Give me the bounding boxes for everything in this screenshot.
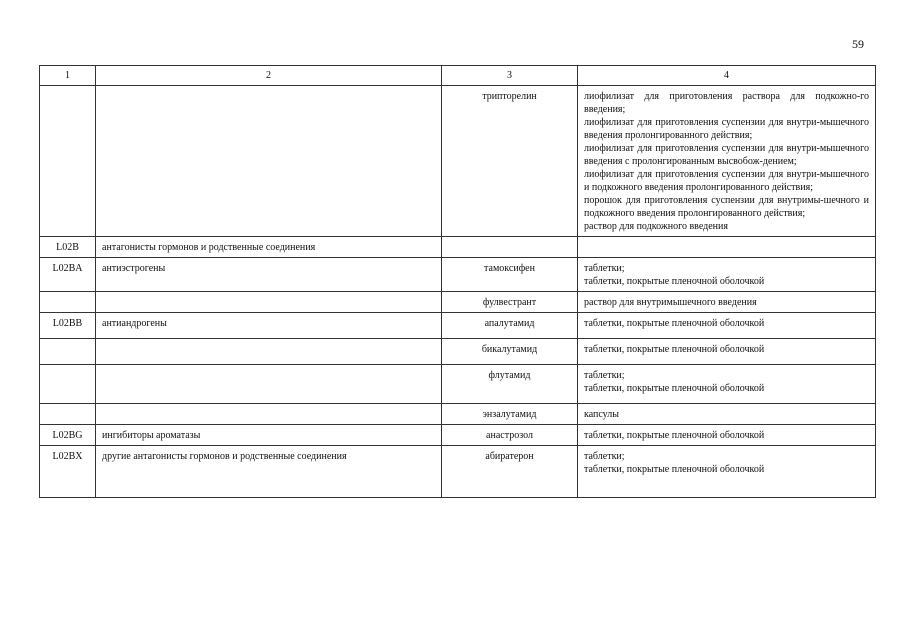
group-cell — [96, 339, 442, 365]
dosage-form: таблетки, покрытые пленочной оболочкой — [584, 430, 765, 441]
atc-code-cell — [40, 339, 96, 365]
drug-table — [39, 65, 876, 498]
atc-code-cell: L02BB — [40, 313, 96, 339]
dosage-form: таблетки, покрытые пленочной оболочкой — [584, 464, 765, 475]
group-cell — [96, 86, 442, 237]
dosage-form: таблетки, покрытые пленочной оболочкой — [584, 318, 765, 329]
group-cell — [96, 365, 442, 404]
dosage-form: лиофилизат для приготовления раствора для подкожно-го введения; — [584, 91, 869, 115]
group-cell — [96, 404, 442, 425]
dosage-form: раствор для внутримышечного введения — [584, 297, 757, 308]
dosage-form: таблетки; — [584, 370, 625, 381]
atc-code-cell — [40, 292, 96, 313]
dosage-forms-cell — [578, 258, 876, 292]
atc-code-cell: L02BA — [40, 258, 96, 292]
drug-name-cell: апалутамид — [442, 313, 578, 339]
atc-code-cell: L02B — [40, 237, 96, 258]
header-col-2: 2 — [96, 66, 442, 86]
group-cell: антиандрогены — [96, 313, 442, 339]
dosage-form: лиофилизат для приготовления суспензии для внутри-мышечного введения пролонгированного действия; — [584, 117, 869, 141]
dosage-forms-cell — [578, 446, 876, 498]
table-row — [40, 404, 876, 425]
drug-name-cell: абиратерон — [442, 446, 578, 498]
atc-code-cell — [40, 86, 96, 237]
dosage-form: порошок для приготовления суспензии для внутримы-шечного и подкожного введения пролонгированного действия; — [584, 195, 869, 219]
group-cell: антиэстрогены — [96, 258, 442, 292]
header-col-1: 1 — [40, 66, 96, 86]
group-cell: другие антагонисты гормонов и родственные соединения — [96, 446, 442, 498]
group-cell — [96, 292, 442, 313]
header-col-4: 4 — [578, 66, 876, 86]
atc-code-cell: L02BX — [40, 446, 96, 498]
drug-name-cell: трипторелин — [442, 86, 578, 237]
dosage-forms-cell — [578, 339, 876, 365]
atc-code-cell — [40, 365, 96, 404]
table-row — [40, 258, 876, 292]
dosage-forms-cell — [578, 86, 876, 237]
dosage-forms-cell — [578, 404, 876, 425]
table-row — [40, 425, 876, 446]
table-row — [40, 365, 876, 404]
table-row — [40, 237, 876, 258]
dosage-form: таблетки; — [584, 263, 625, 274]
dosage-forms-cell — [578, 313, 876, 339]
drug-name-cell: фулвестрант — [442, 292, 578, 313]
dosage-forms-cell — [578, 292, 876, 313]
atc-code-cell: L02BG — [40, 425, 96, 446]
dosage-form: капсулы — [584, 409, 619, 420]
drug-name-cell — [442, 237, 578, 258]
dosage-form: таблетки, покрытые пленочной оболочкой — [584, 276, 765, 287]
drug-name-cell: флутамид — [442, 365, 578, 404]
group-cell: антагонисты гормонов и родственные соединения — [96, 237, 442, 258]
dosage-form: лиофилизат для приготовления суспензии для внутри-мышечного введения с пролонгированным высвобож-дением; — [584, 143, 869, 167]
dosage-form: таблетки, покрытые пленочной оболочкой — [584, 383, 765, 394]
dosage-form: таблетки, покрытые пленочной оболочкой — [584, 344, 765, 355]
atc-code-cell — [40, 404, 96, 425]
page-number: 59 — [852, 37, 864, 51]
dosage-forms-cell — [578, 237, 876, 258]
drug-name-cell: тамоксифен — [442, 258, 578, 292]
dosage-forms-cell — [578, 425, 876, 446]
drug-name-cell: анастрозол — [442, 425, 578, 446]
header-col-3: 3 — [442, 66, 578, 86]
drug-name-cell: бикалутамид — [442, 339, 578, 365]
dosage-form: лиофилизат для приготовления суспензии для внутри-мышечного и подкожного введения пролонгированного действия; — [584, 169, 869, 193]
group-cell: ингибиторы ароматазы — [96, 425, 442, 446]
table-row — [40, 446, 876, 498]
table-row — [40, 292, 876, 313]
table-row — [40, 339, 876, 365]
dosage-form: раствор для подкожного введения — [584, 221, 728, 232]
header-row — [40, 66, 876, 86]
dosage-forms-cell — [578, 365, 876, 404]
dosage-form: таблетки; — [584, 451, 625, 462]
table-row — [40, 86, 876, 237]
table-row — [40, 313, 876, 339]
drug-name-cell: энзалутамид — [442, 404, 578, 425]
